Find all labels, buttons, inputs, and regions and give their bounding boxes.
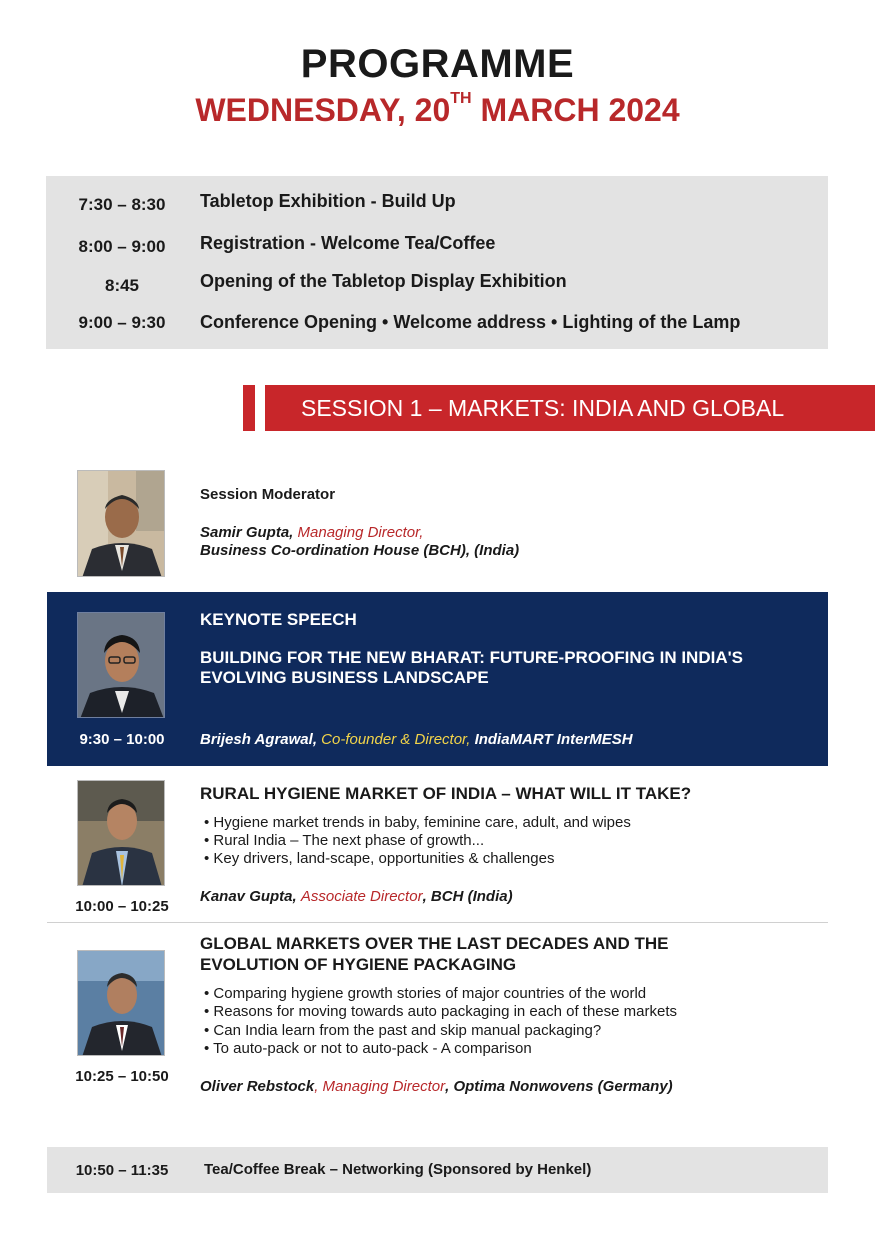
schedule-item-4: Conference Opening • Welcome address • Lighting of the Lamp: [200, 312, 741, 332]
break-label: Tea/Coffee Break – Networking (Sponsored by Henkel): [204, 1161, 592, 1178]
talk2-speaker-line: [200, 1078, 673, 1095]
talk1-bullet-1: • Hygiene market trends in baby, feminine care, adult, and wipes: [204, 814, 631, 831]
schedule-item-1: Tabletop Exhibition - Build Up: [200, 191, 456, 211]
talk1-speaker-photo: [77, 780, 165, 886]
talk2-bullet-4: • To auto-pack or not to auto-pack - A comparison: [204, 1040, 532, 1057]
break-time: 10:50 – 11:35: [75, 1162, 169, 1179]
talk2-comma: ,: [445, 1078, 450, 1095]
date-suffix: MARCH 2024: [471, 92, 680, 128]
talk1-speaker-name: Kanav Gupta,: [200, 888, 297, 905]
keynote-time: 9:30 – 10:00: [79, 731, 165, 748]
schedule-time-3: 8:45: [104, 276, 140, 295]
talk1-bullet-2: • Rural India – The next phase of growth...: [204, 832, 485, 849]
talk1-bullet-3: • Key drivers, land-scape, opportunities & challenges: [204, 850, 555, 867]
talk1-time: 10:00 – 10:25: [75, 898, 169, 915]
schedule-item-2: Registration - Welcome Tea/Coffee: [200, 233, 496, 253]
talk2-time: 10:25 – 10:50: [75, 1068, 169, 1085]
talk1-speaker-org: BCH (India): [430, 888, 513, 905]
talk2-title-line1: GLOBAL MARKETS OVER THE LAST DECADES AND THE: [200, 934, 669, 953]
keynote-speaker-line: [200, 731, 633, 748]
talk1-speaker-line: [200, 888, 513, 905]
keynote-title-line2: EVOLVING BUSINESS LANDSCAPE: [200, 668, 489, 687]
talk2-bullet-1: • Comparing hygiene growth stories of major countries of the world: [204, 985, 647, 1002]
talk2-bullet-2: • Reasons for moving towards auto packaging in each of these markets: [204, 1003, 678, 1020]
session-banner: SESSION 1 – MARKETS: INDIA AND GLOBAL: [265, 385, 875, 431]
keynote-speaker-role: Co-founder & Director,: [321, 731, 471, 748]
talk1-comma: ,: [422, 888, 427, 905]
talk2-speaker-org: Optima Nonwovens (Germany): [453, 1078, 673, 1095]
date-superscript: TH: [450, 90, 472, 107]
page-title: PROGRAMME: [300, 42, 575, 86]
keynote-title-line1: BUILDING FOR THE NEW BHARAT: FUTURE-PROOFING IN INDIA'S: [200, 648, 743, 667]
schedule-item-3: Opening of the Tabletop Display Exhibition: [200, 271, 567, 291]
talk2-speaker-name: Oliver Rebstock: [200, 1078, 315, 1095]
moderator-name: Samir Gupta,: [200, 524, 294, 541]
moderator-line: [200, 524, 423, 541]
talk2-speaker-role: , Managing Director: [314, 1078, 446, 1095]
talk1-title: RURAL HYGIENE MARKET OF INDIA – WHAT WILL IT TAKE?: [200, 784, 692, 803]
schedule-time-4: 9:00 – 9:30: [78, 313, 166, 332]
schedule-time-2: 8:00 – 9:00: [78, 237, 166, 256]
keynote-speaker-photo: [77, 612, 165, 718]
schedule-time-1: 7:30 – 8:30: [78, 195, 166, 214]
talk2-bullet-3: • Can India learn from the past and skip manual packaging?: [204, 1022, 602, 1039]
moderator-photo: [77, 470, 165, 577]
talk2-speaker-photo: [77, 950, 165, 1056]
keynote-heading: KEYNOTE SPEECH: [200, 610, 357, 629]
talk1-speaker-role: Associate Director: [300, 888, 423, 905]
moderator-heading: Session Moderator: [200, 486, 336, 503]
date-prefix: WEDNESDAY, 20: [195, 92, 451, 128]
keynote-speaker-name: Brijesh Agrawal,: [200, 731, 317, 748]
divider: [47, 922, 828, 923]
event-date: [0, 92, 875, 129]
keynote-speaker-org: IndiaMART InterMESH: [474, 731, 633, 748]
talk2-title-line2: EVOLUTION OF HYGIENE PACKAGING: [200, 955, 517, 974]
session-banner-accent: [243, 385, 255, 431]
moderator-role: Managing Director,: [297, 524, 424, 541]
moderator-org: Business Co-ordination House (BCH), (India): [200, 542, 520, 559]
